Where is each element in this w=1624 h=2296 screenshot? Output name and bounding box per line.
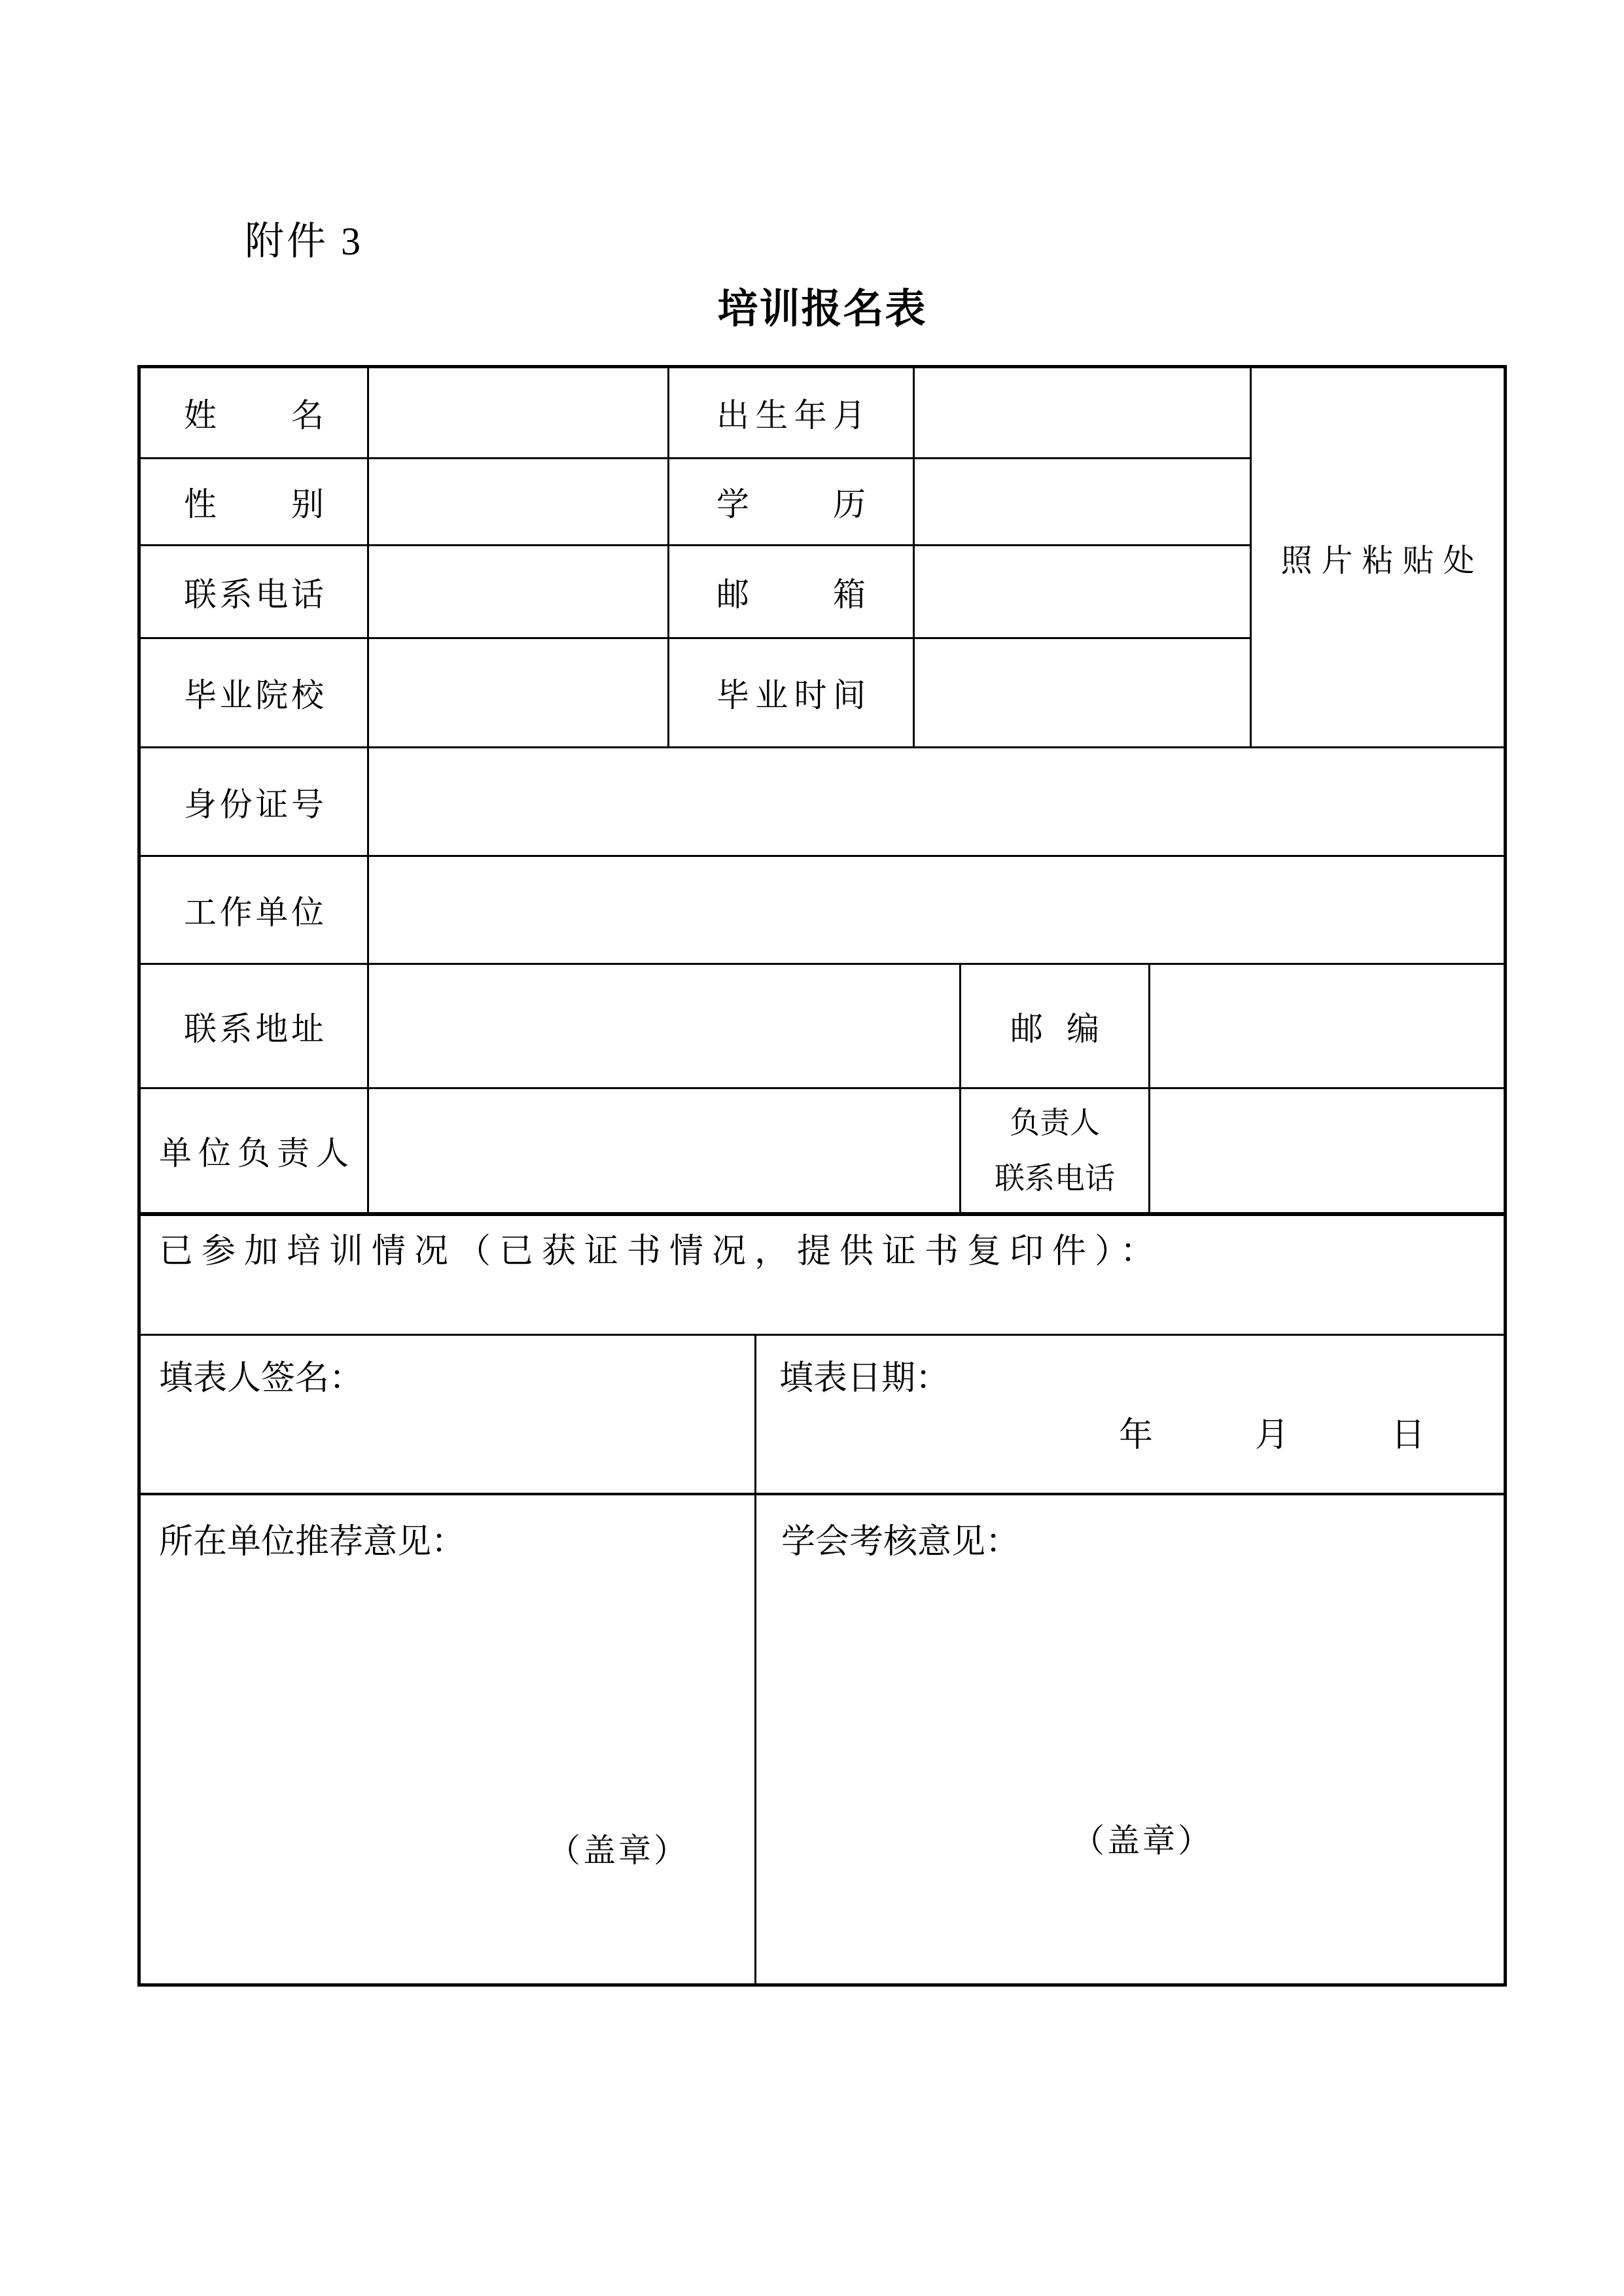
gender-label: 性别 bbox=[184, 486, 324, 523]
school-label-cell bbox=[141, 639, 367, 746]
table-row-opinions bbox=[141, 1493, 1504, 1983]
graduation-time-label-cell bbox=[667, 639, 913, 746]
address-label-cell bbox=[141, 965, 367, 1087]
training-history-label: 已参加培训情况（已获证书情况，提供证书复印件）： bbox=[159, 1233, 1163, 1270]
email-label: 邮箱 bbox=[716, 576, 866, 613]
id-number-input[interactable] bbox=[367, 748, 1504, 855]
filler-signature-area[interactable] bbox=[141, 1336, 754, 1493]
birth-date-input[interactable] bbox=[913, 368, 1250, 457]
top-band-left bbox=[141, 368, 1250, 746]
phone-label-cell bbox=[141, 546, 367, 637]
table-row-phone bbox=[141, 544, 1250, 637]
training-history-area[interactable] bbox=[141, 1216, 1504, 1334]
unit-recommendation-label: 所在单位推荐意见： bbox=[159, 1523, 466, 1561]
work-unit-label: 工作单位 bbox=[184, 894, 324, 931]
postcode-label: 邮编 bbox=[1010, 1010, 1099, 1047]
top-band bbox=[141, 368, 1504, 746]
work-unit-input[interactable] bbox=[367, 857, 1504, 963]
form-title: 培训报名表 bbox=[717, 287, 927, 332]
photo-area-label: 照片粘贴处 bbox=[1280, 543, 1484, 578]
id-number-label-cell bbox=[141, 748, 367, 855]
table-row-unit-head bbox=[141, 1087, 1504, 1212]
education-input[interactable] bbox=[913, 459, 1250, 544]
birth-date-label: 出生年月 bbox=[716, 397, 866, 434]
table-row-signature-date bbox=[141, 1334, 1504, 1493]
education-label: 学历 bbox=[716, 486, 866, 523]
gender-input[interactable] bbox=[367, 459, 667, 544]
head-phone-label-line2: 联系电话 bbox=[995, 1162, 1115, 1195]
school-label: 毕业院校 bbox=[184, 677, 324, 714]
society-review-label: 学会考核意见： bbox=[781, 1523, 1020, 1561]
head-phone-input[interactable] bbox=[1148, 1089, 1504, 1212]
gender-label-cell bbox=[141, 459, 367, 544]
email-label-cell bbox=[667, 546, 913, 637]
name-label: 姓名 bbox=[184, 397, 324, 434]
table-row-school bbox=[141, 637, 1250, 746]
head-phone-label-line1: 负责人 bbox=[1010, 1105, 1100, 1139]
photo-paste-area[interactable] bbox=[1250, 368, 1504, 746]
address-input[interactable] bbox=[367, 965, 959, 1087]
table-row-gender bbox=[141, 457, 1250, 544]
fill-date-area[interactable] bbox=[754, 1336, 1504, 1493]
table-row-training-history bbox=[141, 1212, 1504, 1334]
unit-head-label-cell bbox=[141, 1089, 367, 1212]
filler-signature-label: 填表人签名： bbox=[159, 1360, 364, 1397]
table-row-address bbox=[141, 963, 1504, 1087]
name-input[interactable] bbox=[367, 368, 667, 457]
graduation-time-label: 毕业时间 bbox=[716, 677, 866, 714]
postcode-input[interactable] bbox=[1148, 965, 1504, 1087]
id-number-label: 身份证号 bbox=[184, 786, 324, 823]
phone-label: 联系电话 bbox=[184, 576, 324, 613]
society-seal-label: （盖章） bbox=[1072, 1822, 1213, 1859]
postcode-label-cell bbox=[959, 965, 1148, 1087]
table-row-work-unit bbox=[141, 855, 1504, 963]
unit-recommendation-area[interactable] bbox=[141, 1495, 754, 1983]
birth-date-label-cell bbox=[667, 368, 913, 457]
name-label-cell bbox=[141, 368, 367, 457]
unit-seal-label: （盖章） bbox=[548, 1832, 689, 1869]
email-input[interactable] bbox=[913, 546, 1250, 637]
attachment-label: 附件 3 bbox=[245, 220, 363, 263]
phone-input[interactable] bbox=[367, 546, 667, 637]
unit-head-input[interactable] bbox=[367, 1089, 959, 1212]
society-review-area[interactable] bbox=[754, 1495, 1504, 1983]
education-label-cell bbox=[667, 459, 913, 544]
work-unit-label-cell bbox=[141, 857, 367, 963]
date-placeholder: 年 月 日 bbox=[1118, 1417, 1425, 1454]
school-input[interactable] bbox=[367, 639, 667, 746]
fill-date-label: 填表日期： bbox=[779, 1360, 950, 1397]
head-phone-label-cell bbox=[959, 1089, 1148, 1212]
table-row-id-number bbox=[141, 746, 1504, 855]
registration-form-table bbox=[137, 365, 1507, 1987]
table-row-name bbox=[141, 368, 1250, 457]
unit-head-label: 单位负责人 bbox=[159, 1135, 349, 1172]
address-label: 联系地址 bbox=[184, 1010, 324, 1047]
graduation-time-input[interactable] bbox=[913, 639, 1250, 746]
